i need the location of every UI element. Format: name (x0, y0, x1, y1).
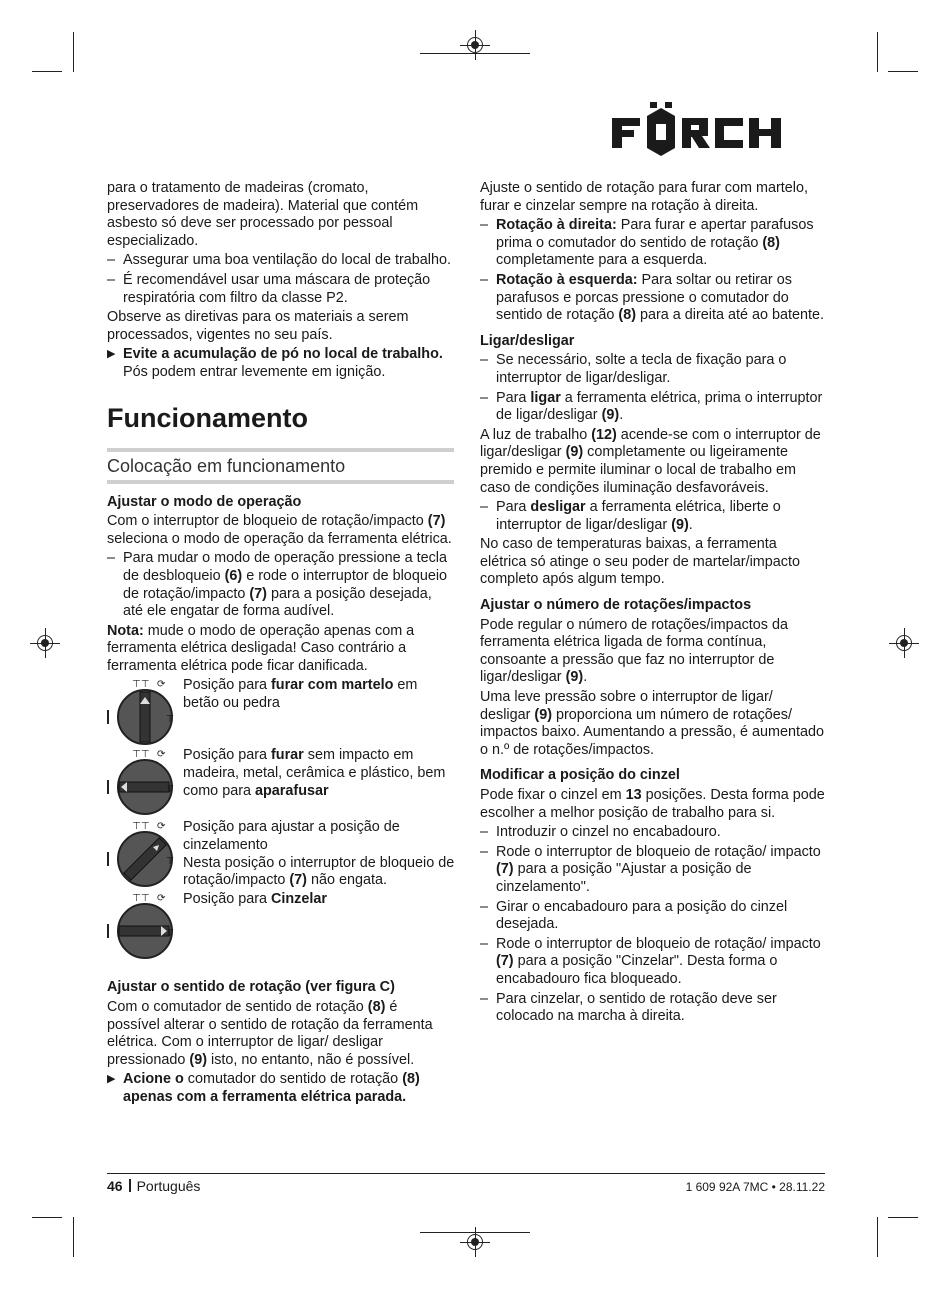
crop-mark (32, 71, 62, 72)
svg-text:⟳: ⟳ (157, 821, 166, 833)
list-item: – Girar o encabadouro para a posição do cinzel desejada. (480, 898, 788, 933)
list-item: – Para mudar o modo de operação pressione a tecla de desbloqueio (6) e rode o interruptor de bloqueio de rotação/impacto (7) para a posição desejada, até ele engatar de forma audível. (107, 550, 448, 620)
switch-position-text: Posição para furar com martelo em betão ou pedra (183, 677, 418, 712)
list-item: – É recomendável usar uma máscara de proteção respiratória com filtro da classe P2. (107, 271, 431, 306)
svg-text:T: T (167, 714, 174, 726)
registration-mark-icon (467, 37, 483, 53)
list-item: – Para cinzelar, o sentido de rotação deve ser colocado na marcha à direita. (480, 990, 777, 1025)
switch-position-chisel-adjust (107, 819, 454, 891)
svg-text:⊤⊤: ⊤⊤ (132, 821, 150, 833)
observe-paragraph: Observe as diretivas para os materiais a serem processados, vigentes no seu país. (107, 309, 409, 343)
list-item: – Rotação à esquerda: Para soltar ou retirar os parafusos e porcas pressione o comutador do sentido de rotação (8) para a direita até ao batente. (480, 271, 825, 324)
switch-position-text: Posição para ajustar a posição de cinzelamento Nesta posição o interruptor de bloqueio de rotação/impacto (7) não engata. (183, 819, 455, 889)
list-item: – Rotação à direita: Para furar e apertar parafusos prima o comutador do sentido de rotação (8) completamente para a esquerda. (480, 217, 814, 269)
svg-text:⊤⊤: ⊤⊤ (132, 893, 150, 905)
document-code: 1 609 92A 7MC • 28.11.22 (685, 1180, 825, 1194)
svg-text:⟳: ⟳ (157, 679, 166, 691)
svg-text:⊤⊤: ⊤⊤ (132, 679, 150, 691)
registration-mark-icon (37, 635, 53, 651)
paragraph: Pode fixar o cinzel em 13 posições. Desta forma pode escolher a melhor posição de trabalho para si. (480, 787, 825, 821)
triangle-bullet-icon: ▶ (107, 348, 116, 361)
svg-text:⊤⊤: ⊤⊤ (132, 749, 150, 761)
note-paragraph: Nota: mude o modo de operação apenas com a ferramenta elétrica desligada! Caso contrário a ferramenta elétrica pode ficar danificada. (107, 622, 415, 674)
separator (129, 1179, 131, 1192)
selector-chisel-icon (107, 891, 179, 961)
list-item: – Rode o interruptor de bloqueio de rotação/ impacto (7) para a posição "Cinzelar". Desta forma o encabadouro fica bloqueado. (480, 935, 821, 987)
heading-chisel-position: Modificar a posição do cinzel (480, 767, 680, 784)
svg-text:T: T (167, 928, 174, 940)
switch-position-text: Posição para furar sem impacto em madeira, metal, cerâmica e plástico, bem como para aparafusar (183, 747, 446, 799)
paragraph: Pode regular o número de rotações/impactos da ferramenta elétrica ligada de forma contínua, consoante a pressão que faz no interruptor de ligar/desligar (9). (480, 616, 788, 686)
list-item: – Se necessário, solte a tecla de fixação para o interruptor de ligar/desligar. (480, 352, 787, 386)
svg-text:⟳: ⟳ (157, 749, 166, 761)
crop-mark (877, 1217, 878, 1257)
warning-item: ▶ Acione o comutador do sentido de rotação (8) apenas com a ferramenta elétrica parada. (107, 1071, 420, 1106)
heading-rotation-direction: Ajustar o sentido de rotação (ver figura C) (107, 979, 395, 996)
crop-mark (73, 1217, 74, 1257)
registration-mark-icon (467, 1234, 483, 1250)
switch-position-text: Posição para Cinzelar (183, 891, 327, 908)
left-column (107, 180, 454, 1109)
warning-item: ▶ Evite a acumulação de pó no local de trabalho. Pós podem entrar levemente em ignição. (107, 346, 443, 380)
list-item: – Introduzir o cinzel no encabadouro. (480, 824, 721, 841)
paragraph: Com o interruptor de bloqueio de rotação/impacto (7) seleciona o modo de operação da ferramenta elétrica. (107, 513, 452, 547)
crop-mark (73, 32, 74, 72)
footer-page-info (107, 1178, 200, 1194)
paragraph: Uma leve pressão sobre o interruptor de ligar/ desligar (9) proporciona um número de rotações/ impactos baixo. Aumentando a pressão, é aumentado o n.º de rotações/impactos. (480, 689, 824, 758)
heading-speed: Ajustar o número de rotações/impactos (480, 597, 752, 614)
crop-mark (888, 1217, 918, 1218)
forch-logo (612, 102, 826, 160)
list-item: – Assegurar uma boa ventilação do local de trabalho. (107, 252, 451, 269)
intro-paragraph: para o tratamento de madeiras (cromato, preservadores de madeira). Material que contém asbesto só deve ser processado por pessoal especializado. (107, 180, 419, 249)
list-item: – Para ligar a ferramenta elétrica, prima o interruptor de ligar/desligar (9). (480, 389, 823, 424)
registration-mark-icon (896, 635, 912, 651)
switch-position-chisel (107, 891, 454, 971)
footer-rule (107, 1173, 825, 1174)
heading-on-off: Ligar/desligar (480, 332, 575, 349)
language-label: Português (136, 1178, 201, 1194)
subsection-title: Colocação em funcionamento (107, 448, 454, 484)
svg-text:T: T (167, 784, 174, 796)
triangle-bullet-icon: ▶ (107, 1073, 116, 1086)
selector-chisel-adjust-icon (107, 819, 179, 889)
list-item: – Rode o interruptor de bloqueio de rotação/ impacto (7) para a posição "Ajustar a posição de cinzelamento". (480, 843, 821, 895)
selector-drill-icon (107, 747, 179, 817)
paragraph: No caso de temperaturas baixas, a ferramenta elétrica só atinge o seu poder de martelar/impacto completo após algum tempo. (480, 536, 800, 588)
paragraph: Com o comutador de sentido de rotação (8) é possível alterar o sentido de rotação da ferramenta elétrica. Com o interruptor de ligar/ desligar pressionado (9) isto, no entanto, não é possível. (107, 999, 433, 1068)
switch-position-hammer-drill (107, 677, 454, 747)
heading-operation-mode: Ajustar o modo de operação (107, 493, 302, 510)
crop-mark (877, 32, 878, 72)
section-title: Funcionamento (107, 402, 308, 433)
svg-text:⟳: ⟳ (157, 893, 166, 905)
right-column (480, 180, 825, 1028)
list-item: – Para desligar a ferramenta elétrica, liberte o interruptor de ligar/desligar (9). (480, 499, 781, 533)
page-number: 46 (107, 1178, 123, 1194)
switch-position-drill (107, 747, 454, 819)
crop-mark (888, 71, 918, 72)
paragraph: Ajuste o sentido de rotação para furar com martelo, furar e cinzelar sempre na rotação à direita. (480, 180, 808, 214)
crop-mark (32, 1217, 62, 1218)
svg-text:T: T (167, 856, 174, 868)
paragraph: A luz de trabalho (12) acende-se com o interruptor de ligar/desligar (9) completamente ou ligeiramente premido e permite iluminar o local de trabalho em caso de condições iluminação desfavoráveis. (480, 426, 821, 496)
selector-hammer-drill-icon (107, 677, 179, 747)
